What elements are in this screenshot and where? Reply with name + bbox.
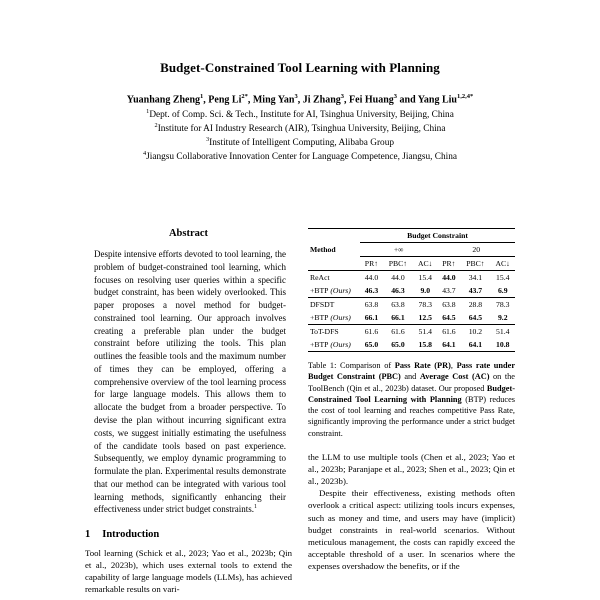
value-cell: 63.8	[437, 298, 460, 312]
value-cell: 46.3	[364, 286, 379, 296]
value-cell: 51.4	[491, 325, 516, 339]
right-column	[308, 228, 515, 596]
page-title: Budget-Constrained Tool Learning with Planning	[160, 60, 440, 75]
table-header-20: 20	[437, 243, 515, 257]
metric-header: AC↓	[413, 257, 437, 271]
value-cell: 51.4	[413, 325, 437, 339]
author-affiliation-mark: 3	[340, 93, 345, 100]
value-cell: 64.1	[442, 340, 456, 350]
value-cell: 15.8	[418, 340, 432, 350]
author-separator: ,	[344, 94, 350, 106]
value-cell: 63.8	[360, 298, 383, 312]
value-cell: 44.0	[364, 273, 379, 283]
table-caption	[308, 360, 515, 439]
body-paragraph: Despite their effectiveness, existing methods often overlook a critical aspect: utilizing tools incurs expenses, such as money and time, and users may have (implicit) budget constraints in real-world scenarios. Without meticulous management, the costs can rapidly exceed the acceptable threshold of a user. In scenarios where the expenses overshadow the benefits, or if the	[308, 488, 515, 572]
affiliations	[85, 108, 515, 164]
method-cell: +BTP (Ours)	[310, 313, 351, 323]
affiliation-mark: 4	[142, 150, 147, 158]
author-affiliation-mark: 3	[393, 93, 398, 100]
value-cell: 61.6	[437, 325, 460, 339]
method-cell: DFSDT	[308, 298, 360, 312]
table-header-method: Method	[308, 229, 360, 271]
method-cell: ReAct	[310, 273, 330, 283]
value-cell: 10.8	[496, 340, 510, 350]
affiliation-line: $^4$Jiangsu Collaborative Innovation Center for Language Competence, Jiangsu, China	[142, 150, 457, 163]
value-cell: 6.9	[497, 286, 508, 296]
body-paragraph: the LLM to use multiple tools (Chen et al., 2023; Yao et al., 2023b; Paranjape et al., 2023; Shen et al., 2023; Qin et al., 2023b).	[308, 451, 515, 487]
method-note: (Ours)	[328, 313, 351, 323]
affiliation-mark: 2	[154, 122, 158, 130]
author-affiliation-mark: 1	[200, 93, 204, 100]
author-name: Yuanhang Zheng	[126, 94, 201, 106]
caption-segment: Budget-Constrained Tool Learning with Planning	[308, 383, 515, 404]
metric-header: PR↑	[437, 257, 460, 271]
value-cell: 64.5	[468, 313, 483, 323]
table-header-budget-constraint: Budget Constraint	[360, 229, 515, 243]
author-separator: and	[397, 94, 418, 106]
author-separator: ,	[203, 94, 209, 106]
section-heading-introduction	[85, 529, 292, 540]
value-cell: 64.1	[468, 340, 483, 350]
value-cell: 43.7	[468, 286, 483, 296]
value-cell: 61.6	[383, 325, 413, 339]
author-name: Ming Yan	[252, 94, 295, 106]
value-cell: 44.0	[442, 273, 456, 283]
results-table-row	[308, 325, 515, 339]
results-table-row	[308, 271, 515, 285]
method-cell: +BTP (Ours)	[310, 340, 351, 350]
value-cell: 43.7	[442, 286, 456, 296]
author-name: Peng Li	[208, 94, 242, 106]
author-separator: ,	[247, 94, 253, 106]
value-cell: 78.3	[491, 298, 516, 312]
affiliation-line: $^3$Institute of Intelligent Computing, Alibaba Group	[205, 136, 395, 149]
value-cell: 15.4	[418, 273, 432, 283]
abstract-text	[85, 248, 292, 516]
author-name: Fei Huang	[349, 94, 394, 106]
footnote-mark: 1	[254, 504, 258, 511]
value-cell: 34.1	[468, 273, 483, 283]
method-note: (Ours)	[328, 286, 351, 296]
affiliation-mark: 1	[146, 108, 150, 116]
abstract-body-text: Despite intensive efforts devoted to tool learning, the problem of budget-constrained tool learning, which focuses on resolving user queries within a specific budget constraint, has been widely overlooked. This paper proposes a novel method for budget-constrained tool learning. Our approach involves creating a preferable plan under the budget constraint before utilizing the tools. This plan outlines the feasible tools and the maximum number of times they can be employed, offering a comprehensive overview of the tool learning process for large language models. This allows them to allocate the budget from a broader perspective. To devise the plan without incurring significant extra costs, we suggest initially estimating the usefulness of the candidate tools based on past experience. Subsequently, we employ dynamic programming to formulate the plan. Experimental results demonstrate that our method can be integrated with various tool learning methods, significantly enhancing their effectiveness under strict budget constraints.	[94, 249, 286, 515]
value-cell: 10.2	[460, 325, 490, 339]
value-cell: 65.0	[391, 340, 405, 350]
value-cell: 65.0	[364, 340, 379, 350]
results-table-head	[308, 229, 515, 271]
value-cell: 66.1	[391, 313, 405, 323]
value-cell: 44.0	[391, 273, 405, 283]
section-title: Introduction	[102, 529, 160, 541]
value-cell: 78.3	[413, 298, 437, 312]
value-cell: 15.4	[496, 273, 510, 283]
value-cell: 12.5	[418, 313, 432, 323]
intro-paragraph: Tool learning (Schick et al., 2023; Yao et al., 2023b; Qin et al., 2023b), which uses external tools to extend the capability of large language models (LLMs), has achieved remarkable results on vari-	[85, 548, 292, 595]
value-cell: 9.0	[420, 286, 431, 296]
value-cell: 63.8	[383, 298, 413, 312]
results-table-row	[308, 298, 515, 312]
method-note: (Ours)	[328, 340, 351, 350]
results-table-body	[308, 271, 515, 352]
metric-header: AC↓	[491, 257, 516, 271]
abstract-heading: Abstract	[168, 228, 209, 240]
value-cell: 28.8	[460, 298, 490, 312]
affiliation-mark: 3	[205, 136, 210, 144]
affiliation-line: $^1$Dept. of Comp. Sci. & Tech., Institute for AI, Tsinghua University, Beijing, China	[146, 108, 454, 121]
caption-segment: on the ToolBench (Qin et al., 2023b) dataset. Our proposed	[308, 372, 515, 393]
section-number: 1	[85, 529, 91, 541]
value-cell: 9.2	[497, 313, 508, 323]
caption-segment: Pass Rate (PR)	[394, 361, 451, 371]
caption-segment: Average Cost (AC)	[419, 372, 490, 382]
table-header-infinity: +∞	[360, 243, 437, 257]
results-table	[308, 228, 515, 352]
author-name: Yang Liu	[417, 94, 457, 106]
results-table-row	[308, 284, 515, 298]
method-cell: +BTP (Ours)	[310, 286, 351, 296]
value-cell: 61.6	[360, 325, 383, 339]
left-column	[85, 228, 292, 596]
author-affiliation-mark: 3	[294, 93, 298, 100]
author-separator: ,	[297, 94, 303, 106]
method-cell: ToT-DFS	[308, 325, 360, 339]
affiliation-line: $^2$Institute for AI Industry Research (AIR), Tsinghua University, Beijing, China	[154, 122, 446, 135]
value-cell: 64.5	[442, 313, 456, 323]
two-column-body	[85, 228, 515, 596]
author-affiliation-mark: 2*	[241, 93, 248, 100]
caption-segment: Table 1: Comparison of	[308, 361, 395, 371]
value-cell: 66.1	[364, 313, 379, 323]
metric-header: PBC↑	[383, 257, 413, 271]
authors-line	[85, 93, 515, 105]
right-column-text	[308, 451, 515, 572]
caption-segment: ,	[450, 361, 457, 371]
caption-segment: and	[400, 372, 420, 382]
results-table-row	[308, 338, 515, 352]
author-affiliation-mark: 1,2,4*	[456, 93, 474, 100]
results-table-row	[308, 311, 515, 325]
caption-segment: (BTP) reduces the cost of tool learning and reaches competitive Pass Rate, significantly improving the performance under a strict budget constraint.	[308, 394, 515, 438]
metric-header: PBC↑	[460, 257, 490, 271]
value-cell: 46.3	[391, 286, 405, 296]
author-name: Ji Zhang	[302, 94, 341, 106]
metric-header: PR↑	[360, 257, 383, 271]
caption-segment: Pass rate under Budget Constraint (PBC)	[308, 361, 516, 382]
